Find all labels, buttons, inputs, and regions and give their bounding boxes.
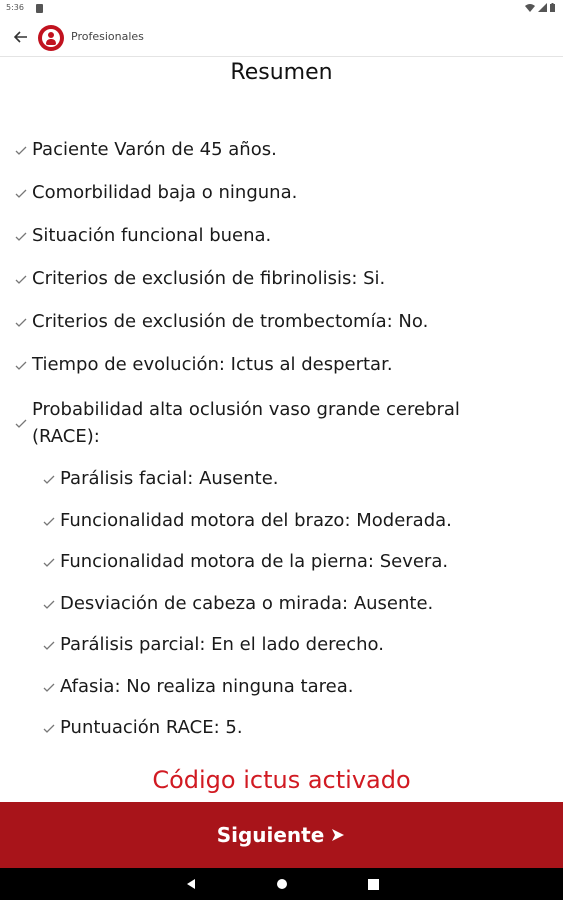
status-time: 5:36 bbox=[6, 3, 24, 12]
signal-icon bbox=[538, 3, 547, 12]
check-icon bbox=[14, 186, 28, 200]
sub-list-item bbox=[42, 548, 448, 575]
back-arrow-icon[interactable] bbox=[12, 28, 30, 46]
nav-recents-icon[interactable] bbox=[365, 876, 381, 892]
check-icon bbox=[14, 416, 28, 430]
chevron-right-icon bbox=[330, 827, 346, 843]
check-icon bbox=[14, 143, 28, 157]
sub-list-item-text: Desviación de cabeza o mirada: Ausente. bbox=[60, 593, 434, 614]
list-item-text: Criterios de exclusión de fibrinolisis: Si. bbox=[32, 268, 386, 289]
list-item-text: Situación funcional buena. bbox=[32, 225, 272, 246]
battery-icon bbox=[550, 3, 555, 12]
check-icon bbox=[42, 514, 56, 528]
list-item bbox=[14, 308, 428, 335]
list-item bbox=[14, 396, 494, 450]
sim-icon bbox=[36, 4, 43, 13]
status-icons bbox=[525, 3, 555, 12]
nav-home-icon[interactable] bbox=[274, 876, 290, 892]
nav-back-icon[interactable] bbox=[183, 876, 199, 892]
list-item bbox=[14, 179, 297, 206]
wifi-icon bbox=[525, 3, 535, 12]
next-button[interactable] bbox=[0, 802, 563, 868]
list-item-text: Comorbilidad baja o ninguna. bbox=[32, 182, 298, 203]
check-icon bbox=[42, 721, 56, 735]
sub-list-item-text: Parálisis parcial: En el lado derecho. bbox=[60, 634, 384, 655]
check-icon bbox=[42, 472, 56, 486]
app-bar bbox=[0, 20, 563, 57]
check-icon bbox=[14, 272, 28, 286]
sub-list-item-text: Puntuación RACE: 5. bbox=[60, 717, 243, 738]
check-icon bbox=[42, 638, 56, 652]
list-item bbox=[14, 351, 393, 378]
list-item-text: Paciente Varón de 45 años. bbox=[32, 139, 277, 160]
sub-list-item-text: Afasia: No realiza ninguna tarea. bbox=[60, 676, 354, 697]
sub-list-item bbox=[42, 673, 353, 700]
sub-list-item-text: Funcionalidad motora de la pierna: Severa. bbox=[60, 551, 449, 572]
sub-list-item bbox=[42, 714, 243, 741]
navigation-bar bbox=[0, 868, 563, 900]
list-item bbox=[14, 136, 277, 163]
check-icon bbox=[14, 229, 28, 243]
list-item-text: Criterios de exclusión de trombectomía: No. bbox=[32, 311, 429, 332]
sub-list-item bbox=[42, 590, 433, 617]
check-icon bbox=[42, 555, 56, 569]
check-icon bbox=[42, 597, 56, 611]
sub-list-item bbox=[42, 465, 279, 492]
sub-list-item bbox=[42, 507, 452, 534]
sub-list-item-text: Parálisis facial: Ausente. bbox=[60, 468, 279, 489]
next-button-label: Siguiente bbox=[216, 823, 325, 847]
code-status: Código ictus activado bbox=[152, 766, 411, 794]
app-bar-title: Profesionales bbox=[71, 30, 144, 43]
check-icon bbox=[42, 680, 56, 694]
list-item-text: Probabilidad alta oclusión vaso grande cerebral (RACE): bbox=[32, 399, 460, 447]
page-title: Resumen bbox=[230, 60, 333, 85]
sub-list-item-text: Funcionalidad motora del brazo: Moderada. bbox=[60, 510, 452, 531]
list-item bbox=[14, 222, 271, 249]
check-icon bbox=[14, 315, 28, 329]
check-icon bbox=[14, 358, 28, 372]
list-item bbox=[14, 265, 385, 292]
app-logo-icon bbox=[38, 25, 64, 51]
list-item-text: Tiempo de evolución: Ictus al despertar. bbox=[32, 354, 393, 375]
status-bar bbox=[0, 0, 563, 20]
sub-list-item bbox=[42, 631, 384, 658]
